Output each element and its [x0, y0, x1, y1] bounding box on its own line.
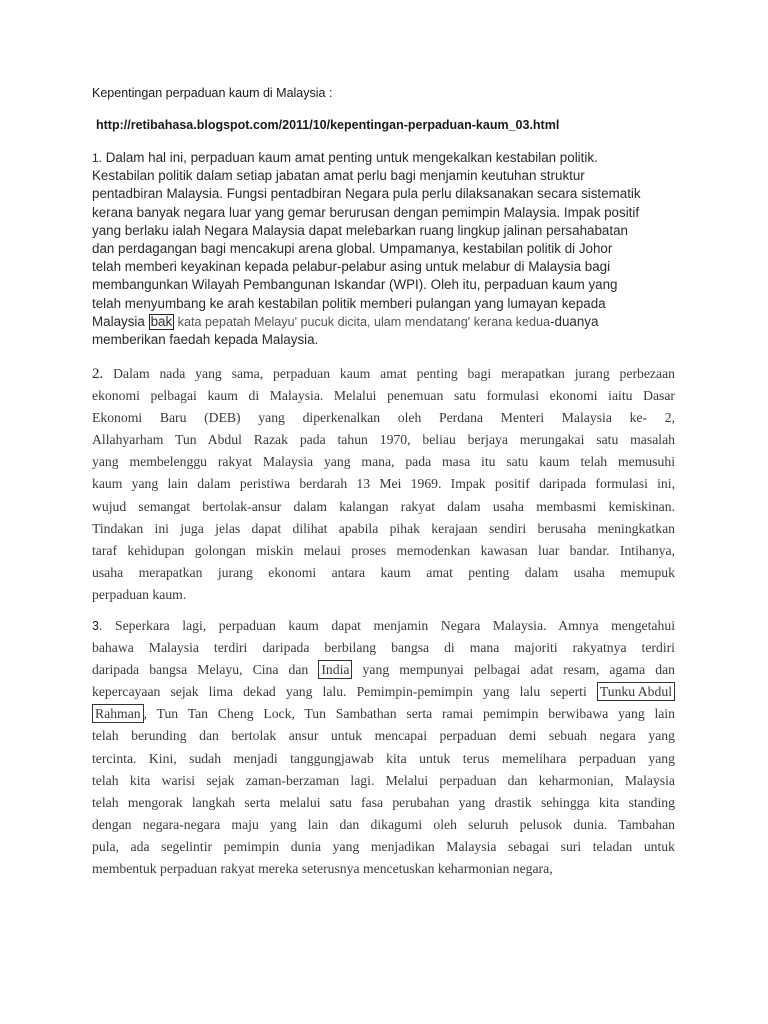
paragraph-1-line: yang berlaku ialah Negara Malaysia dapat melebarkan ruang lingkup jalinan persahabatan	[92, 222, 628, 238]
paragraph-3-line	[92, 681, 675, 703]
paragraph-2-line: wujud semangat bertolak-ansur dalam kalangan rakyat dalam usaha membasmi kemiskinan.	[92, 498, 675, 514]
paragraph-3-line	[92, 659, 675, 681]
document-title: Kepentingan perpaduan kaum di Malaysia :	[92, 86, 333, 100]
paragraph-1-line: Kestabilan politik dalam setiap jabatan amat perlu bagi menjamin keutuhan struktur	[92, 168, 585, 184]
highlighted-word: Rahman	[92, 704, 144, 723]
paragraph-2-line: yang membelenggu rakyat Malaysia yang mana, pada masa itu satu kaum telah memusuhi	[92, 454, 675, 470]
highlighted-word: Tunku Abdul	[597, 682, 675, 701]
paragraph-3-line: telah berunding dan bertolak ansur untuk mencapai perpaduan demi sebuah negara yang	[92, 728, 675, 744]
paragraph-3-text: daripada bangsa Melayu, Cina dan	[92, 662, 319, 678]
paragraph-2-line: ekonomi pelbagai kaum di Malaysia. Melalui penemuan satu formulasi ekonomi iaitu Dasar	[92, 388, 675, 404]
paragraph-1-line: pentadbiran Malaysia. Fungsi pentadbiran Negara pula perlu dilaksanakan secara sistematik	[92, 186, 641, 202]
paragraph-1-line: memberikan faedah kepada Malaysia.	[92, 332, 319, 348]
paragraph-1-line: membangunkan Wilayah Pembangunan Iskandar (WPI). Oleh itu, perpaduan kaum yang	[92, 277, 618, 293]
paragraph-3-line: dengan negara-negara maju yang lain dan dikagumi oleh seluruh pelusok dunia. Tambahan	[92, 816, 675, 832]
paragraph-3	[92, 615, 675, 880]
paragraph-2-text: Dalam nada yang sama, perpaduan kaum amat penting bagi merapatkan jurang perbezaan	[103, 366, 675, 381]
paragraph-2-line: Ekonomi Baru (DEB) yang diperkenalkan oleh Perdana Menteri Malaysia ke- 2,	[92, 410, 675, 426]
paragraph-1-text: Dalam hal ini, perpaduan kaum amat penting untuk mengekalkan kestabilan politik.	[102, 150, 598, 165]
paragraph-3-line: telah kita warisi sejak zaman-berzaman lagi. Melalui perpaduan dan keharmonian, Malaysia	[92, 772, 675, 788]
paragraph-1-text: Malaysia	[92, 313, 149, 329]
highlighted-word: bak	[150, 313, 173, 329]
paragraph-1-line: dan perdagangan bagi mencakupi arena global. Umpamanya, kestabilan politik di Johor	[92, 241, 613, 257]
paragraph-1-line	[92, 149, 692, 167]
paragraph-3-line: telah mengorak langkah serta melalui satu fasa perubahan yang drastik sehingga kita standing	[92, 794, 675, 810]
paragraph-2-line: Tindakan ini juga jelas dapat dilihat apabila pihak kerajaan sendiri berusaha meningkatkan	[92, 520, 675, 536]
paragraph-3-line: pula, ada segelintir pemimpin dunia yang menjadikan Malaysia sebagai suri teladan untuk	[92, 838, 675, 854]
source-url: http://retibahasa.blogspot.com/2011/10/kepentingan-perpaduan-kaum_03.html	[96, 118, 560, 132]
paragraph-2	[92, 363, 675, 606]
paragraph-2-line: Allahyarham Tun Abdul Razak pada tahun 1970, beliau berjaya merungakai satu masalah	[92, 432, 675, 448]
paragraph-2-line: usaha merapatkan jurang ekonomi antara kaum amat penting dalam usaha memupuk	[92, 564, 675, 580]
paragraph-3-text: kepercayaan sejak lima dekad yang lalu. Pemimpin-pemimpin yang lalu seperti	[92, 684, 597, 700]
paragraph-3-line: tercinta. Kini, sudah menjadi tanggungjawab kita untuk terus memelihara perpaduan yang	[92, 750, 675, 766]
paragraph-3-text: Seperkara lagi, perpaduan kaum dapat menjamin Negara Malaysia. Amnya mengetahui	[102, 618, 675, 633]
paragraph-1-text: -duanya	[550, 313, 599, 329]
paragraph-number: 3.	[92, 619, 103, 633]
paragraph-3-text: , Tun Tan Cheng Lock, Tun Sambathan serta ramai pemimpin berwibawa yang lain	[143, 706, 675, 722]
paragraph-3-text: yang mempunyai pelbagai adat resam, agama dan	[352, 662, 675, 678]
paragraph-number: 1.	[92, 151, 103, 165]
paragraph-1-line: telah menyumbang ke arah kestabilan politik memberi pulangan yang lumayan kepada	[92, 295, 606, 311]
paragraph-3-line: membentuk perpaduan rakyat mereka seterusnya mencetuskan keharmonian negara,	[92, 861, 553, 877]
paragraph-2-line: taraf kehidupan golongan miskin melaui proses memodenkan kawasan luar bandar. Intihanya,	[92, 542, 675, 558]
highlighted-word: India	[318, 660, 352, 679]
paragraph-number: 2.	[92, 366, 104, 382]
paragraph-2-line: kaum yang lain dalam peristiwa berdarah 13 Mei 1969. Impak positif daripada formulasi ini,	[92, 476, 675, 492]
paragraph-1-text: kata pepatah Melayu' pucuk dicita, ulam mendatang' kerana kedua	[174, 314, 551, 329]
paragraph-2-line	[92, 363, 675, 385]
paragraph-3-line	[92, 703, 675, 725]
paragraph-1-line	[92, 313, 692, 331]
paragraph-1	[92, 149, 692, 349]
paragraph-2-line: perpaduan kaum.	[92, 586, 187, 602]
paragraph-3-line	[92, 615, 675, 637]
paragraph-1-line: telah memberi keyakinan kepada pelabur-pelabur asing untuk melabur di Malaysia bagi	[92, 259, 611, 275]
paragraph-3-line: bahawa Malaysia terdiri daripada berbilang bangsa di mana majoriti rakyatnya terdiri	[92, 640, 675, 656]
paragraph-1-line: kerana banyak negara luar yang gemar berurusan dengan pemimpin Malaysia. Impak positif	[92, 204, 640, 220]
